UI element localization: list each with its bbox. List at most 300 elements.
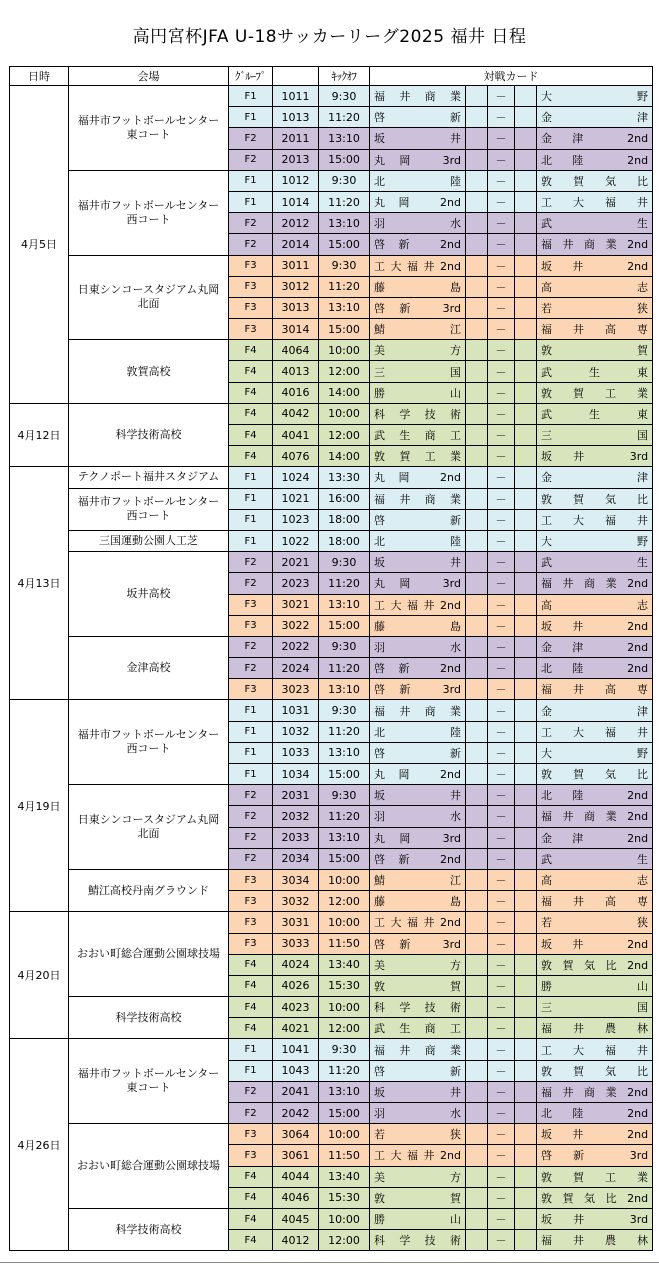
away-team-cell [537, 594, 653, 615]
home-team-cell [370, 848, 466, 869]
venue-cell: おおい町総合運動公園球技場 [69, 1124, 229, 1209]
home-team-cell [370, 1039, 466, 1060]
kickoff-cell: 13:10 [319, 742, 370, 763]
match-no-cell: 3022 [273, 615, 319, 636]
vs-cell: － [488, 1124, 515, 1145]
home-team-cell [370, 1187, 466, 1208]
spacer-cell [466, 191, 488, 212]
home-team-cell [370, 1208, 466, 1229]
match-row [10, 403, 653, 424]
kickoff-cell: 9:30 [319, 636, 370, 657]
match-no-cell: 4024 [273, 954, 319, 975]
vs-cell: － [488, 340, 515, 361]
date-cell: 4月12日 [10, 403, 69, 467]
spacer-cell [466, 319, 488, 340]
vs-cell: － [488, 107, 515, 128]
home-team-label: 敦賀 [374, 979, 461, 993]
spacer-cell [466, 467, 488, 488]
match-row [10, 636, 653, 657]
group-cell: F3 [229, 933, 273, 954]
home-team-label: 科学技術 [374, 1001, 461, 1015]
home-team-cell [370, 107, 466, 128]
away-team-label: 工大福井 [541, 1043, 649, 1057]
header-kickoff: ｷｯｸｵﾌ [319, 67, 370, 86]
away-team-cell [537, 1124, 653, 1145]
match-no-cell: 3034 [273, 869, 319, 890]
home-team-label: 勝山 [374, 386, 461, 400]
vs-cell: － [488, 403, 515, 424]
home-team-label: 敦賀工業 [374, 450, 461, 464]
spacer-cell [515, 297, 537, 318]
vs-cell: － [488, 954, 515, 975]
group-cell: F3 [229, 1145, 273, 1166]
home-team-cell [370, 891, 466, 912]
spacer-cell [515, 530, 537, 551]
away-team-label: 勝山 [541, 979, 649, 993]
spacer-cell [515, 573, 537, 594]
kickoff-cell: 10:00 [319, 1124, 370, 1145]
kickoff-cell: 15:00 [319, 848, 370, 869]
away-team-cell [537, 658, 653, 679]
spacer-cell [466, 297, 488, 318]
home-team-label: 坂井 [374, 132, 461, 146]
away-team-cell [537, 403, 653, 424]
match-no-cell: 2024 [273, 658, 319, 679]
spacer-cell [515, 191, 537, 212]
away-team-cell [537, 1060, 653, 1081]
group-cell: F4 [229, 446, 273, 467]
match-no-cell: 1013 [273, 107, 319, 128]
header-row [10, 67, 653, 86]
home-team-cell [370, 785, 466, 806]
match-row [10, 340, 653, 361]
away-team-label: 坂井 2nd [541, 619, 649, 633]
spacer-cell [515, 827, 537, 848]
spacer-cell [515, 107, 537, 128]
vs-cell: － [488, 552, 515, 573]
away-team-cell [537, 213, 653, 234]
match-no-cell: 1021 [273, 488, 319, 509]
away-team-cell [537, 997, 653, 1018]
away-team-cell [537, 552, 653, 573]
venue-cell: 福井市フットボールセンター 西コート [69, 488, 229, 530]
group-cell: F4 [229, 361, 273, 382]
away-team-cell [537, 382, 653, 403]
spacer-cell [466, 912, 488, 933]
spacer-cell [515, 234, 537, 255]
spacer-cell [515, 700, 537, 721]
away-team-label: 福井農林 [541, 1234, 649, 1248]
away-team-cell [537, 297, 653, 318]
away-team-label: 北陸 2nd [541, 1107, 649, 1121]
spacer-cell [466, 276, 488, 297]
away-team-label: 福井商業2nd [541, 577, 649, 591]
away-team-label: 高志 [541, 280, 649, 294]
vs-cell: － [488, 1145, 515, 1166]
away-team-label: 三国 [541, 1001, 649, 1015]
venue-cell: 福井市フットボールセンター 東コート [69, 1039, 229, 1124]
away-team-label: 坂井 3rd [541, 1213, 649, 1227]
away-team-cell [537, 319, 653, 340]
away-team-label: 坂井 3rd [541, 450, 649, 464]
away-team-label: 武生 [541, 556, 649, 570]
away-team-cell [537, 1145, 653, 1166]
kickoff-cell: 13:10 [319, 679, 370, 700]
home-team-cell [370, 552, 466, 573]
away-team-label: 福井高専 [541, 683, 649, 697]
away-team-label: 敦賀工業 [541, 1170, 649, 1184]
spacer-cell [515, 869, 537, 890]
venue-cell: 坂井高校 [69, 552, 229, 637]
group-cell: F1 [229, 742, 273, 763]
match-no-cell: 1032 [273, 721, 319, 742]
group-cell: F4 [229, 1166, 273, 1187]
away-team-label: 大野 [541, 90, 649, 104]
vs-cell: － [488, 297, 515, 318]
vs-cell: － [488, 997, 515, 1018]
away-team-label: 金津 2nd [541, 831, 649, 845]
away-team-label: 武生 [541, 217, 649, 231]
kickoff-cell: 15:30 [319, 975, 370, 996]
spacer-cell [515, 975, 537, 996]
match-no-cell: 4046 [273, 1187, 319, 1208]
vs-cell: － [488, 912, 515, 933]
header-date: 日時 [10, 67, 69, 86]
home-team-cell [370, 1166, 466, 1187]
spacer-cell [515, 1103, 537, 1124]
match-row [10, 170, 653, 191]
group-cell: F3 [229, 891, 273, 912]
match-no-cell: 2042 [273, 1103, 319, 1124]
home-team-label: 北陸 [374, 725, 461, 739]
group-cell: F1 [229, 1039, 273, 1060]
spacer-cell [515, 1208, 537, 1229]
kickoff-cell: 11:20 [319, 806, 370, 827]
home-team-cell [370, 1103, 466, 1124]
away-team-label: 福井商業2nd [541, 810, 649, 824]
schedule-table [9, 66, 653, 1251]
home-team-label: 坂井 [374, 556, 461, 570]
match-no-cell: 1023 [273, 509, 319, 530]
home-team-cell [370, 319, 466, 340]
venue-cell: 日東シンコースタジアム丸岡 北面 [69, 785, 229, 870]
home-team-cell [370, 997, 466, 1018]
kickoff-cell: 10:00 [319, 1208, 370, 1229]
match-no-cell: 1014 [273, 191, 319, 212]
spacer-cell [515, 170, 537, 191]
group-cell: F3 [229, 276, 273, 297]
away-team-cell [537, 361, 653, 382]
home-team-cell [370, 827, 466, 848]
spacer-cell [466, 806, 488, 827]
vs-cell: － [488, 658, 515, 679]
away-team-cell [537, 1166, 653, 1187]
vs-cell: － [488, 700, 515, 721]
home-team-label: 北陸 [374, 535, 461, 549]
spacer-cell [515, 1230, 537, 1251]
spacer-cell [515, 594, 537, 615]
away-team-cell [537, 827, 653, 848]
home-team-cell [370, 658, 466, 679]
away-team-label: 若狭 [541, 301, 649, 315]
home-team-cell [370, 530, 466, 551]
spacer-cell [466, 128, 488, 149]
spacer-cell [466, 170, 488, 191]
spacer-cell [515, 128, 537, 149]
match-no-cell: 2022 [273, 636, 319, 657]
spacer-cell [466, 636, 488, 657]
home-team-cell [370, 170, 466, 191]
group-cell: F1 [229, 721, 273, 742]
home-team-label: 啓新 2nd [374, 238, 461, 252]
home-team-label: 羽水 [374, 217, 461, 231]
away-team-cell [537, 1081, 653, 1102]
kickoff-cell: 13:40 [319, 1166, 370, 1187]
spacer-cell [466, 1208, 488, 1229]
group-cell: F1 [229, 530, 273, 551]
spacer-cell [515, 764, 537, 785]
spacer-cell [515, 848, 537, 869]
home-team-label: 勝山 [374, 1213, 461, 1227]
away-team-cell [537, 234, 653, 255]
group-cell: F4 [229, 1230, 273, 1251]
kickoff-cell: 13:40 [319, 954, 370, 975]
home-team-cell [370, 382, 466, 403]
home-team-cell [370, 636, 466, 657]
kickoff-cell: 11:20 [319, 191, 370, 212]
home-team-label: 工大福井2nd [374, 916, 461, 930]
home-team-label: 武生商工 [374, 429, 461, 443]
kickoff-cell: 15:00 [319, 149, 370, 170]
group-cell: F1 [229, 467, 273, 488]
home-team-cell [370, 1230, 466, 1251]
spacer-cell [515, 276, 537, 297]
match-no-cell: 2034 [273, 848, 319, 869]
match-no-cell: 2013 [273, 149, 319, 170]
spacer-cell [466, 1018, 488, 1039]
home-team-cell [370, 742, 466, 763]
kickoff-cell: 15:00 [319, 319, 370, 340]
match-no-cell: 1031 [273, 700, 319, 721]
away-team-label: 敦賀 [541, 344, 649, 358]
away-team-label: 敦賀気比 [541, 1064, 649, 1078]
venue-cell: 福井市フットボールセンター 西コート [69, 170, 229, 255]
vs-cell: － [488, 86, 515, 107]
away-team-cell [537, 891, 653, 912]
spacer-cell [515, 340, 537, 361]
away-team-label: 高志 [541, 598, 649, 612]
match-no-cell: 2021 [273, 552, 319, 573]
group-cell: F1 [229, 1060, 273, 1081]
away-team-cell [537, 340, 653, 361]
home-team-cell [370, 1081, 466, 1102]
home-team-cell [370, 806, 466, 827]
spacer-cell [466, 86, 488, 107]
kickoff-cell: 13:10 [319, 213, 370, 234]
away-team-cell [537, 425, 653, 446]
match-row [10, 488, 653, 509]
kickoff-cell: 9:30 [319, 170, 370, 191]
home-team-label: 丸岡 3rd [374, 577, 461, 591]
spacer-cell [466, 679, 488, 700]
away-team-label: 工大福井 [541, 513, 649, 527]
spacer-cell [515, 891, 537, 912]
group-cell: F3 [229, 297, 273, 318]
kickoff-cell: 9:30 [319, 700, 370, 721]
home-team-label: 丸岡 2nd [374, 471, 461, 485]
vs-cell: － [488, 933, 515, 954]
vs-cell: － [488, 869, 515, 890]
kickoff-cell: 11:20 [319, 658, 370, 679]
spacer-cell [466, 742, 488, 763]
spacer-cell [515, 1145, 537, 1166]
home-team-label: 工大福井2nd [374, 598, 461, 612]
group-cell: F1 [229, 488, 273, 509]
home-team-label: 啓新 2nd [374, 852, 461, 866]
match-no-cell: 1033 [273, 742, 319, 763]
match-no-cell: 2041 [273, 1081, 319, 1102]
home-team-label: 美方 [374, 344, 461, 358]
match-row [10, 552, 653, 573]
away-team-label: 金津 [541, 704, 649, 718]
spacer-cell [515, 1081, 537, 1102]
match-no-cell: 4076 [273, 446, 319, 467]
spacer-cell [466, 764, 488, 785]
spacer-cell [515, 213, 537, 234]
spacer-cell [466, 658, 488, 679]
spacer-cell [515, 509, 537, 530]
home-team-label: 啓新 [374, 111, 461, 125]
header-venue: 会場 [69, 67, 229, 86]
away-team-cell [537, 573, 653, 594]
away-team-cell [537, 86, 653, 107]
spacer-cell [515, 615, 537, 636]
away-team-cell [537, 764, 653, 785]
home-team-label: 福井商業 [374, 90, 461, 104]
kickoff-cell: 13:10 [319, 594, 370, 615]
vs-cell: － [488, 827, 515, 848]
venue-cell: おおい町総合運動公園球技場 [69, 912, 229, 997]
away-team-cell [537, 721, 653, 742]
home-team-label: 坂井 [374, 789, 461, 803]
vs-cell: － [488, 594, 515, 615]
spacer-cell [515, 912, 537, 933]
away-team-label: 金津 2nd [541, 640, 649, 654]
match-no-cell: 4044 [273, 1166, 319, 1187]
kickoff-cell: 13:30 [319, 467, 370, 488]
spacer-cell [515, 255, 537, 276]
group-cell: F4 [229, 975, 273, 996]
venue-cell: 福井市フットボールセンター 東コート [69, 86, 229, 171]
kickoff-cell: 15:00 [319, 764, 370, 785]
spacer-cell [466, 891, 488, 912]
home-team-label: 丸岡 3rd [374, 153, 461, 167]
away-team-cell [537, 933, 653, 954]
spacer-cell [466, 425, 488, 446]
group-cell: F3 [229, 912, 273, 933]
away-team-label: 工大福井 [541, 196, 649, 210]
group-cell: F1 [229, 700, 273, 721]
spacer-cell [466, 721, 488, 742]
away-team-label: 福井商業2nd [541, 1085, 649, 1099]
spacer-cell [466, 213, 488, 234]
away-team-cell [537, 785, 653, 806]
venue-cell: 鯖江高校丹南グラウンド [69, 869, 229, 911]
match-row [10, 467, 653, 488]
vs-cell: － [488, 721, 515, 742]
vs-cell: － [488, 1166, 515, 1187]
spacer-cell [466, 403, 488, 424]
spacer-cell [466, 488, 488, 509]
group-cell: F3 [229, 679, 273, 700]
venue-cell: 科学技術高校 [69, 403, 229, 467]
home-team-label: 鯖江 [374, 874, 461, 888]
match-no-cell: 2033 [273, 827, 319, 848]
away-team-label: 大野 [541, 535, 649, 549]
home-team-cell [370, 425, 466, 446]
away-team-label: 敦賀気比 [541, 492, 649, 506]
spacer-cell [515, 86, 537, 107]
home-team-cell [370, 128, 466, 149]
away-team-label: 金津 [541, 111, 649, 125]
spacer-cell [466, 1081, 488, 1102]
match-no-cell: 2032 [273, 806, 319, 827]
kickoff-cell: 14:00 [319, 382, 370, 403]
away-team-label: 敦賀気比 [541, 768, 649, 782]
group-cell: F2 [229, 806, 273, 827]
away-team-cell [537, 446, 653, 467]
spacer-cell [466, 1124, 488, 1145]
spacer-cell [515, 997, 537, 1018]
vs-cell: － [488, 806, 515, 827]
home-team-label: 藤島 [374, 895, 461, 909]
spacer-cell [515, 488, 537, 509]
kickoff-cell: 9:30 [319, 552, 370, 573]
vs-cell: － [488, 319, 515, 340]
spacer-cell [515, 785, 537, 806]
match-row [10, 785, 653, 806]
home-team-cell [370, 679, 466, 700]
away-team-label: 北陸 2nd [541, 662, 649, 676]
spacer-cell [466, 700, 488, 721]
home-team-cell [370, 764, 466, 785]
spacer-cell [515, 679, 537, 700]
home-team-cell [370, 700, 466, 721]
match-no-cell: 4045 [273, 1208, 319, 1229]
spacer-cell [515, 658, 537, 679]
home-team-cell [370, 933, 466, 954]
match-no-cell: 2014 [273, 234, 319, 255]
kickoff-cell: 12:00 [319, 425, 370, 446]
venue-cell: 金津高校 [69, 636, 229, 700]
match-no-cell: 2011 [273, 128, 319, 149]
away-team-label: 福井高専 [541, 895, 649, 909]
home-team-cell [370, 213, 466, 234]
spacer-cell [515, 382, 537, 403]
spacer-cell [515, 1124, 537, 1145]
vs-cell: － [488, 509, 515, 530]
kickoff-cell: 18:00 [319, 509, 370, 530]
away-team-cell [537, 1187, 653, 1208]
away-team-label: 敦賀気比2nd [541, 958, 649, 972]
match-no-cell: 3032 [273, 891, 319, 912]
away-team-cell [537, 1208, 653, 1229]
group-cell: F2 [229, 573, 273, 594]
away-team-cell [537, 869, 653, 890]
spacer-cell [466, 1060, 488, 1081]
home-team-cell [370, 975, 466, 996]
group-cell: F2 [229, 128, 273, 149]
